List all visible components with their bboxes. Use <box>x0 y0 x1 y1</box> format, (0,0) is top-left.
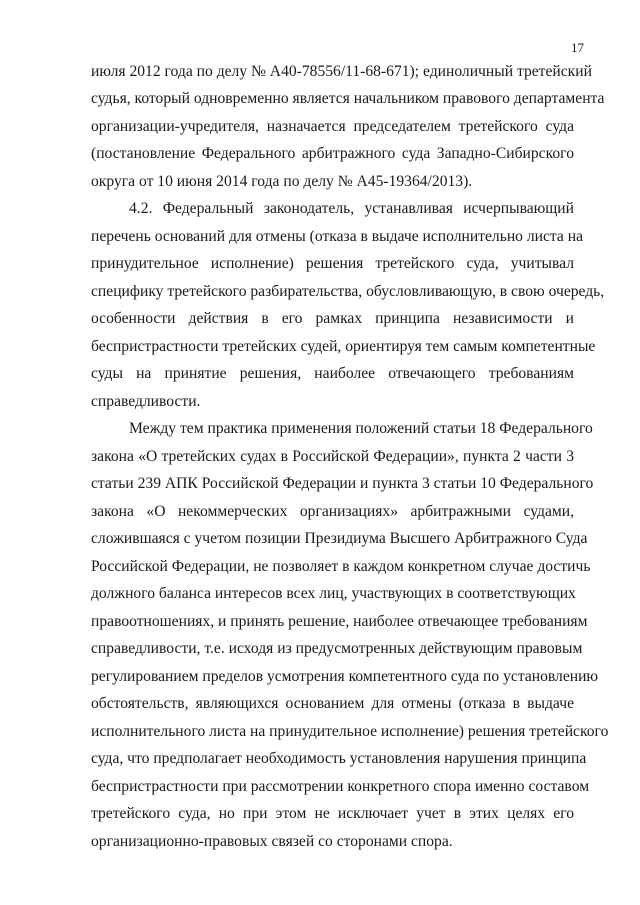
text-line: правоотношениях, и принять решение, наиболее отвечающее требованиям <box>91 613 588 630</box>
text-line: организационно-правовых связей со сторонами спора. <box>91 833 453 850</box>
text-line: (постановление Федерального арбитражного суда Западно-Сибирского <box>91 145 574 162</box>
text-line: перечень оснований для отмены (отказа в выдаче исполнительно листа на <box>91 228 583 245</box>
text-line: судья, который одновременно является начальником правового департамента <box>91 90 605 107</box>
text-line: регулированием пределов усмотрения компетентного суда по установлению <box>91 668 599 685</box>
text-line: специфику третейского разбирательства, обусловливающую, в свою очередь, <box>91 283 605 300</box>
text-line: организации-учредителя, назначается председателем третейского суда <box>91 118 574 135</box>
text-line: беспристрастности третейских судей, ориентируя тем самым компетентные <box>91 338 596 355</box>
text-line: принудительное исполнение) решения третейского суда, учитывал <box>91 255 574 272</box>
text-line: суды на принятие решения, наиболее отвечающего требованиям <box>91 365 574 382</box>
text-line: должного баланса интересов всех лиц, участвующих в соответствующих <box>91 585 576 602</box>
text-line: округа от 10 июня 2014 года по делу № А45-19364/2013). <box>91 173 473 190</box>
page-number: 17 <box>571 40 584 55</box>
text-line: июля 2012 года по делу № А40-78556/11-68-671); единоличный третейский <box>91 63 592 80</box>
text-line: Между тем практика применения положений статьи 18 Федерального <box>129 420 593 437</box>
text-line: 4.2. Федеральный законодатель, устанавливая исчерпывающий <box>129 200 574 217</box>
text-line: справедливости, т.е. исходя из предусмотренных действующим правовым <box>91 640 583 657</box>
text-line: особенности действия в его рамках принципа независимости и <box>91 310 574 327</box>
text-line: сложившаяся с учетом позиции Президиума Высшего Арбитражного Суда <box>91 530 588 547</box>
text-line: третейского суда, но при этом не исключает учет в этих целях его <box>91 805 574 822</box>
text-line: суда, что предполагает необходимость установления нарушения принципа <box>91 750 587 767</box>
text-line: статьи 239 АПК Российской Федерации и пункта 3 статьи 10 Федерального <box>91 475 594 492</box>
text-line: Российской Федерации, не позволяет в каждом конкретном случае достичь <box>91 558 591 575</box>
text-line: беспристрастности при рассмотрении конкретного спора именно составом <box>91 778 590 795</box>
text-line: обстоятельств, являющихся основанием для отмены (отказа в выдаче <box>91 695 574 712</box>
text-line: закона «О третейских судах в Российской Федерации», пункта 2 части 3 <box>91 448 574 465</box>
text-line: исполнительного листа на принудительное исполнение) решения третейского <box>91 723 609 740</box>
text-line: закона «О некоммерческих организациях» арбитражными судами, <box>91 503 574 520</box>
text-line: справедливости. <box>91 393 201 410</box>
